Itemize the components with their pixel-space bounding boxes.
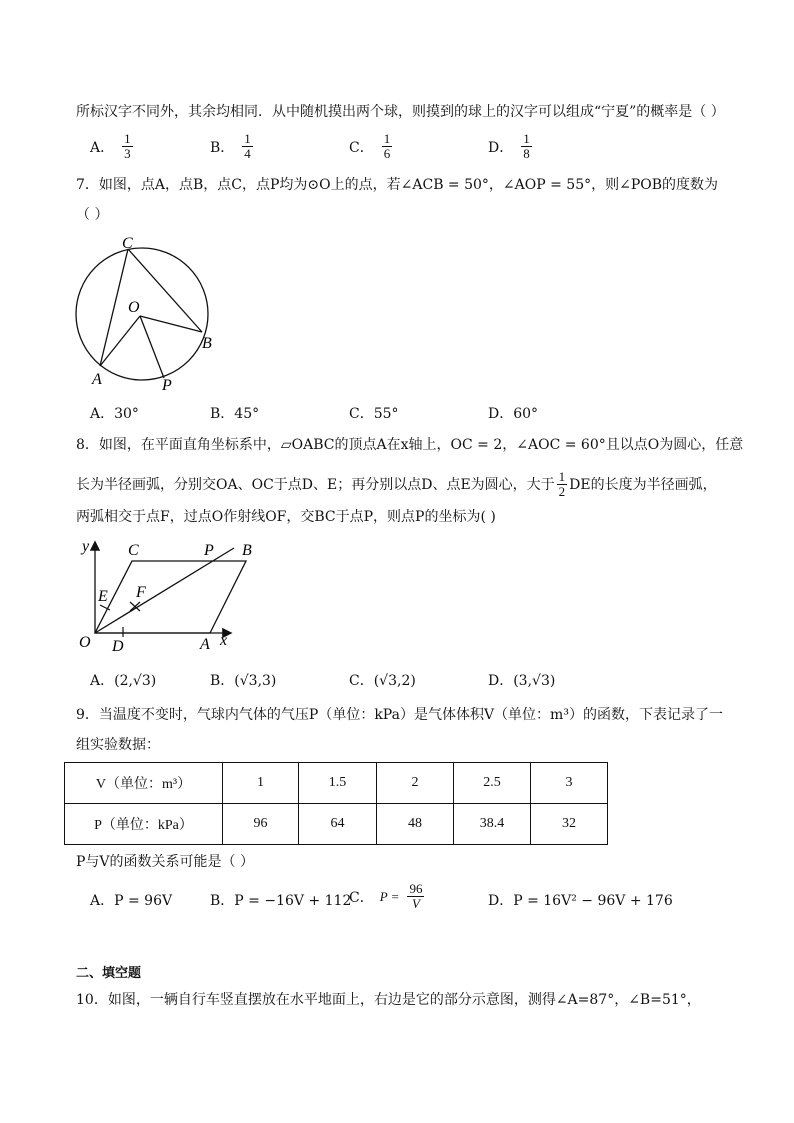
table-cell: 2.5 [454, 763, 531, 804]
q7-stem-line1: 7．如图，点A，点B，点C，点P均为⊙O上的点，若∠ACB = 50°，∠AOP = 55°，则∠POB的度数为 [76, 177, 719, 193]
q6-option-d[interactable] [488, 132, 534, 161]
q6-c-den: 6 [383, 146, 391, 161]
q9-c-den: V [411, 896, 420, 911]
table-cell: 1 [223, 763, 299, 804]
q9-option-a[interactable]: A．P = 96V [90, 893, 173, 909]
q8-label-d: D [112, 638, 124, 655]
q9-stem-line2: 组实验数据： [76, 737, 160, 753]
q9-data-table [64, 762, 608, 845]
q8-option-b[interactable]: B．(√3,3) [210, 673, 277, 689]
q8-parallelogram-figure [70, 535, 270, 655]
q6-option-b[interactable] [210, 132, 255, 161]
q6-b-num: 1 [244, 131, 251, 146]
q7-label-o: O [128, 299, 140, 316]
q9-option-c-letter: C． [349, 889, 374, 906]
q6-option-a[interactable] [90, 132, 135, 161]
q9-stem-line1: 9．当温度不变时，气球内气体的气压P（单位：kPa）是气体体积V（单位：m³）的函数，下表记录了一 [76, 707, 723, 723]
q8-option-d[interactable]: D．(3,√3) [488, 673, 556, 689]
q9-option-b[interactable]: B．P = −16V + 112 [210, 893, 352, 909]
q6-option-b-fraction [242, 132, 253, 161]
q7-option-b[interactable]: B．45° [210, 406, 260, 422]
q6-d-num: 1 [523, 131, 530, 146]
q6-option-b-letter: B． [210, 139, 235, 156]
q9-option-d[interactable]: D．P = 16V² − 96V + 176 [488, 893, 673, 909]
q7-chord-cb [128, 249, 202, 332]
q8-line2-pre: 长为半径画弧，分别交OA、OC于点D、E；再分别以点D、点E为圆心，大于 [76, 476, 555, 493]
q6-c-num: 1 [383, 131, 391, 146]
table-cell: 2 [377, 763, 454, 804]
q8-label-a: A [200, 636, 210, 653]
q9-row1-header: V（单位：m³） [65, 763, 223, 804]
q9-option-c-pre: P = [379, 888, 400, 904]
q6-b-den: 4 [244, 146, 251, 161]
q6-option-c-letter: C． [349, 139, 374, 156]
q7-label-b: B [202, 335, 212, 352]
q7-radius-ob [140, 316, 202, 332]
q6-option-a-letter: A． [90, 139, 115, 156]
q8-label-y: y [82, 538, 90, 555]
q8-parallelogram-oabc [95, 561, 246, 633]
q6-d-den: 8 [523, 146, 530, 161]
q9-c-num: 96 [409, 881, 423, 896]
q6-option-a-fraction [122, 132, 133, 161]
table-cell: 3 [531, 763, 608, 804]
q7-option-d[interactable]: D．60° [488, 406, 539, 422]
q8-label-b: B [242, 542, 252, 559]
q8-stem-line3: 两弧相交于点F，过点O作射线OF，交BC于点P，则点P的坐标为( ) [76, 509, 496, 525]
q6-option-d-letter: D． [488, 139, 514, 156]
q9-option-c[interactable] [349, 882, 426, 911]
table-cell: 96 [223, 804, 299, 845]
section-title-fill-in: 二、填空题 [76, 966, 142, 981]
q7-stem-line2: （ ） [76, 207, 109, 223]
q7-circle [76, 248, 208, 380]
table-cell: 38.4 [454, 804, 531, 845]
q8-stem-line2 [76, 470, 717, 499]
q6-a-den: 3 [124, 146, 131, 161]
table-row [65, 804, 608, 845]
q7-radius-op [140, 316, 164, 378]
q8-label-o: O [79, 634, 91, 651]
q8-label-c: C [128, 542, 139, 559]
q8-option-a[interactable]: A．(2,√3) [90, 673, 157, 689]
q6-option-c[interactable] [349, 132, 394, 161]
q8-half-den: 2 [558, 484, 566, 499]
q8-stem-line1: 8．如图，在平面直角坐标系中，▱OABC的顶点A在x轴上，OC = 2，∠AOC = 60°且以点O为圆心，任意 [76, 437, 744, 453]
q7-label-a: A [92, 371, 102, 388]
table-row [65, 763, 608, 804]
table-cell: 48 [377, 804, 454, 845]
q9-question: P与V的函数关系可能是（ ） [76, 854, 254, 870]
q8-half-num: 1 [558, 469, 566, 484]
q8-label-p: P [204, 542, 214, 559]
q8-option-c[interactable]: C．(√3,2) [349, 673, 416, 689]
q7-option-a[interactable]: A．30° [90, 406, 139, 422]
q7-label-c: C [122, 235, 133, 252]
q10-stem-line1: 10．如图，一辆自行车竖直摆放在水平地面上，右边是它的部分示意图，测得∠A=87°，∠B=51°， [76, 992, 701, 1008]
q6-option-c-fraction [382, 132, 393, 161]
q8-label-e: E [98, 588, 108, 605]
table-cell: 1.5 [299, 763, 377, 804]
q8-half-fraction [557, 470, 568, 499]
q6-text: 所标汉字不同外，其余均相同．从中随机摸出两个球，则摸到的球上的汉字可以组成“宁夏”的概率是（ ） [76, 104, 725, 120]
q6-a-num: 1 [124, 131, 131, 146]
q9-row2-header: P（单位：kPa） [65, 804, 223, 845]
q7-label-p: P [162, 377, 172, 394]
q9-option-c-fraction [407, 882, 424, 911]
q8-line2-post: DE的长度为半径画弧， [569, 476, 717, 493]
q8-label-x: x [220, 632, 228, 649]
q7-option-c[interactable]: C．55° [349, 406, 399, 422]
table-cell: 64 [299, 804, 377, 845]
q7-circle-figure [68, 232, 248, 397]
q8-label-f: F [136, 584, 146, 601]
q6-option-d-fraction [521, 132, 532, 161]
table-cell: 32 [531, 804, 608, 845]
